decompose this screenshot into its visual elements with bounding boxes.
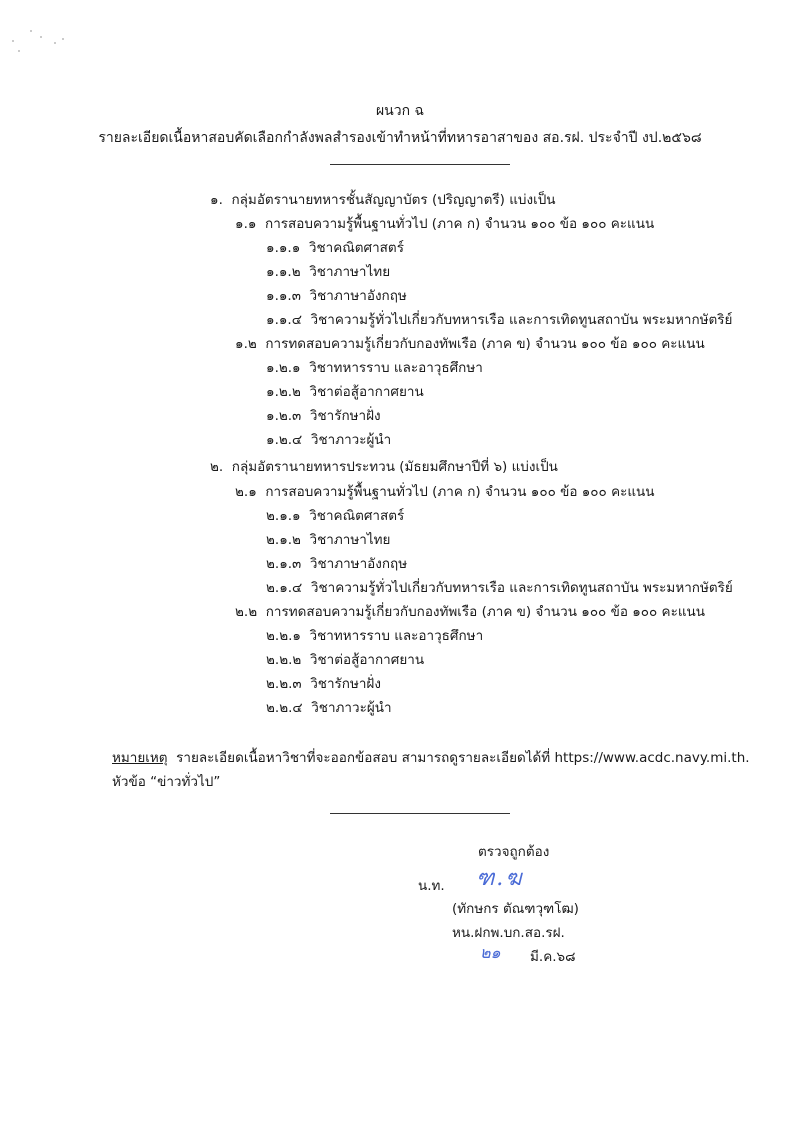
section-1-1	[235, 212, 654, 236]
list-item	[266, 380, 424, 404]
list-item	[266, 528, 390, 552]
list-item	[266, 576, 733, 600]
item-label: วิชาทหารราบ และอาวุธศึกษา	[309, 628, 484, 644]
item-label: วิชาคณิตศาสตร์	[309, 508, 405, 524]
item-number: ๒.๑.๔	[266, 580, 303, 596]
section-label: การทดสอบความรู้เกี่ยวกับกองทัพเรือ (ภาค ข) จำนวน ๑๐๐ ข้อ ๑๐๐ คะแนน	[265, 336, 705, 352]
note-label: หมายเหตุ	[112, 750, 168, 766]
item-label: วิชารักษาฝั่ง	[310, 676, 381, 692]
item-label: วิชาภาวะผู้นำ	[311, 700, 392, 716]
section-1-2	[235, 332, 705, 356]
item-number: ๒.๑.๒	[266, 532, 301, 548]
group-label: กลุ่มอัตรานายทหารประทวน (มัธยมศึกษาปีที่ ๖) แบ่งเป็น	[231, 459, 558, 475]
item-number: ๒.๒.๒	[266, 652, 302, 668]
list-item	[266, 648, 424, 672]
note-line-1	[112, 746, 750, 770]
item-number: ๒.๑.๑	[266, 508, 301, 524]
item-label: วิชาความรู้ทั่วไปเกี่ยวกับทหารเรือ และการเทิดทูนสถาบัน พระมหากษัตริย์	[310, 312, 733, 328]
list-item	[266, 356, 483, 380]
item-label: วิชาภาษาไทย	[309, 532, 391, 548]
page-title: รายละเอียดเนื้อหาสอบคัดเลือกกำลังพลสำรองเข้าทำหน้าที่ทหารอาสาของ สอ.รฝ. ประจำปี งป.๒๕๖๘	[98, 130, 702, 146]
list-item	[266, 284, 407, 308]
item-label: วิชาต่อสู้อากาศยาน	[309, 384, 424, 400]
title-divider	[330, 164, 510, 165]
item-number: ๑.๒.๒	[266, 384, 301, 400]
section-number: ๒.๑	[235, 484, 257, 500]
item-number: ๑.๑.๑	[266, 240, 301, 256]
section-number: ๑.๑	[235, 216, 257, 232]
item-label: วิชาต่อสู้อากาศยาน	[309, 652, 425, 668]
list-item	[266, 696, 392, 720]
list-item	[266, 428, 391, 452]
verified-label: ตรวจถูกต้อง	[478, 844, 550, 860]
list-item	[266, 624, 483, 648]
item-label: วิชาภาวะผู้นำ	[310, 432, 392, 448]
item-number: ๒.๑.๓	[266, 556, 302, 572]
item-number: ๑.๑.๓	[266, 288, 301, 304]
item-label: วิชาทหารราบ และอาวุธศึกษา	[309, 360, 483, 376]
group-number: ๒.	[210, 459, 224, 475]
list-item	[266, 308, 732, 332]
item-number: ๑.๑.๒	[266, 264, 301, 280]
item-number: ๑.๒.๔	[266, 432, 303, 448]
item-label: วิชารักษาฝั่ง	[309, 408, 381, 424]
item-label: วิชาความรู้ทั่วไปเกี่ยวกับทหารเรือ และการเทิดทูนสถาบัน พระมหากษัตริย์	[310, 580, 733, 596]
note-text: รายละเอียดเนื้อหาวิชาที่จะออกข้อสอบ สามารถดูรายละเอียดได้ที่	[176, 750, 551, 766]
section-number: ๒.๒	[235, 604, 258, 620]
list-item	[266, 404, 381, 428]
signature-date: มี.ค.๖๘	[530, 949, 576, 965]
list-item	[266, 260, 390, 284]
handwritten-day: ๒๑	[480, 943, 501, 962]
group-label: กลุ่มอัตรานายทหารชั้นสัญญาบัตร (ปริญญาตรี) แบ่งเป็น	[231, 192, 556, 208]
group-2-heading	[210, 455, 558, 479]
note-line-2: หัวข้อ “ข่าวทั่วไป”	[112, 774, 221, 790]
rank-label: น.ท.	[418, 878, 445, 894]
section-2-1	[235, 480, 655, 504]
item-number: ๑.๑.๔	[266, 312, 302, 328]
section-number: ๑.๒	[235, 336, 257, 352]
signer-name: (ทักษกร ตัณฑวุฑโฒ)	[452, 901, 579, 917]
scan-specks	[10, 30, 70, 60]
section-2-2	[235, 600, 705, 624]
signer-position: หน.ฝกพ.บก.สอ.รฝ.	[452, 925, 565, 941]
list-item	[266, 552, 407, 576]
item-number: ๑.๒.๓	[266, 408, 302, 424]
list-item	[266, 504, 404, 528]
item-label: วิชาคณิตศาสตร์	[308, 240, 404, 256]
item-number: ๒.๒.๑	[266, 628, 301, 644]
section-label: การทดสอบความรู้เกี่ยวกับกองทัพเรือ (ภาค ข) จำนวน ๑๐๐ ข้อ ๑๐๐ คะแนน	[265, 604, 705, 620]
item-number: ๑.๒.๑	[266, 360, 301, 376]
section-label: การสอบความรู้พื้นฐานทั่วไป (ภาค ก) จำนวน ๑๐๐ ข้อ ๑๐๐ คะแนน	[265, 484, 655, 500]
group-number: ๑.	[210, 192, 223, 208]
item-number: ๒.๒.๓	[266, 676, 302, 692]
footer-divider	[330, 813, 510, 814]
section-label: การสอบความรู้พื้นฐานทั่วไป (ภาค ก) จำนวน ๑๐๐ ข้อ ๑๐๐ คะแนน	[265, 216, 655, 232]
annex-label: ผนวก ฉ	[375, 103, 425, 119]
group-1-heading	[210, 188, 556, 212]
signature-initials: ฑ.ฆ	[476, 866, 524, 891]
list-item	[266, 672, 381, 696]
note-url-link[interactable]: https://www.acdc.navy.mi.th.	[554, 750, 750, 766]
item-label: วิชาภาษาอังกฤษ	[309, 288, 407, 304]
item-label: วิชาภาษาอังกฤษ	[309, 556, 408, 572]
item-number: ๒.๒.๔	[266, 700, 303, 716]
list-item	[266, 236, 404, 260]
item-label: วิชาภาษาไทย	[309, 264, 391, 280]
